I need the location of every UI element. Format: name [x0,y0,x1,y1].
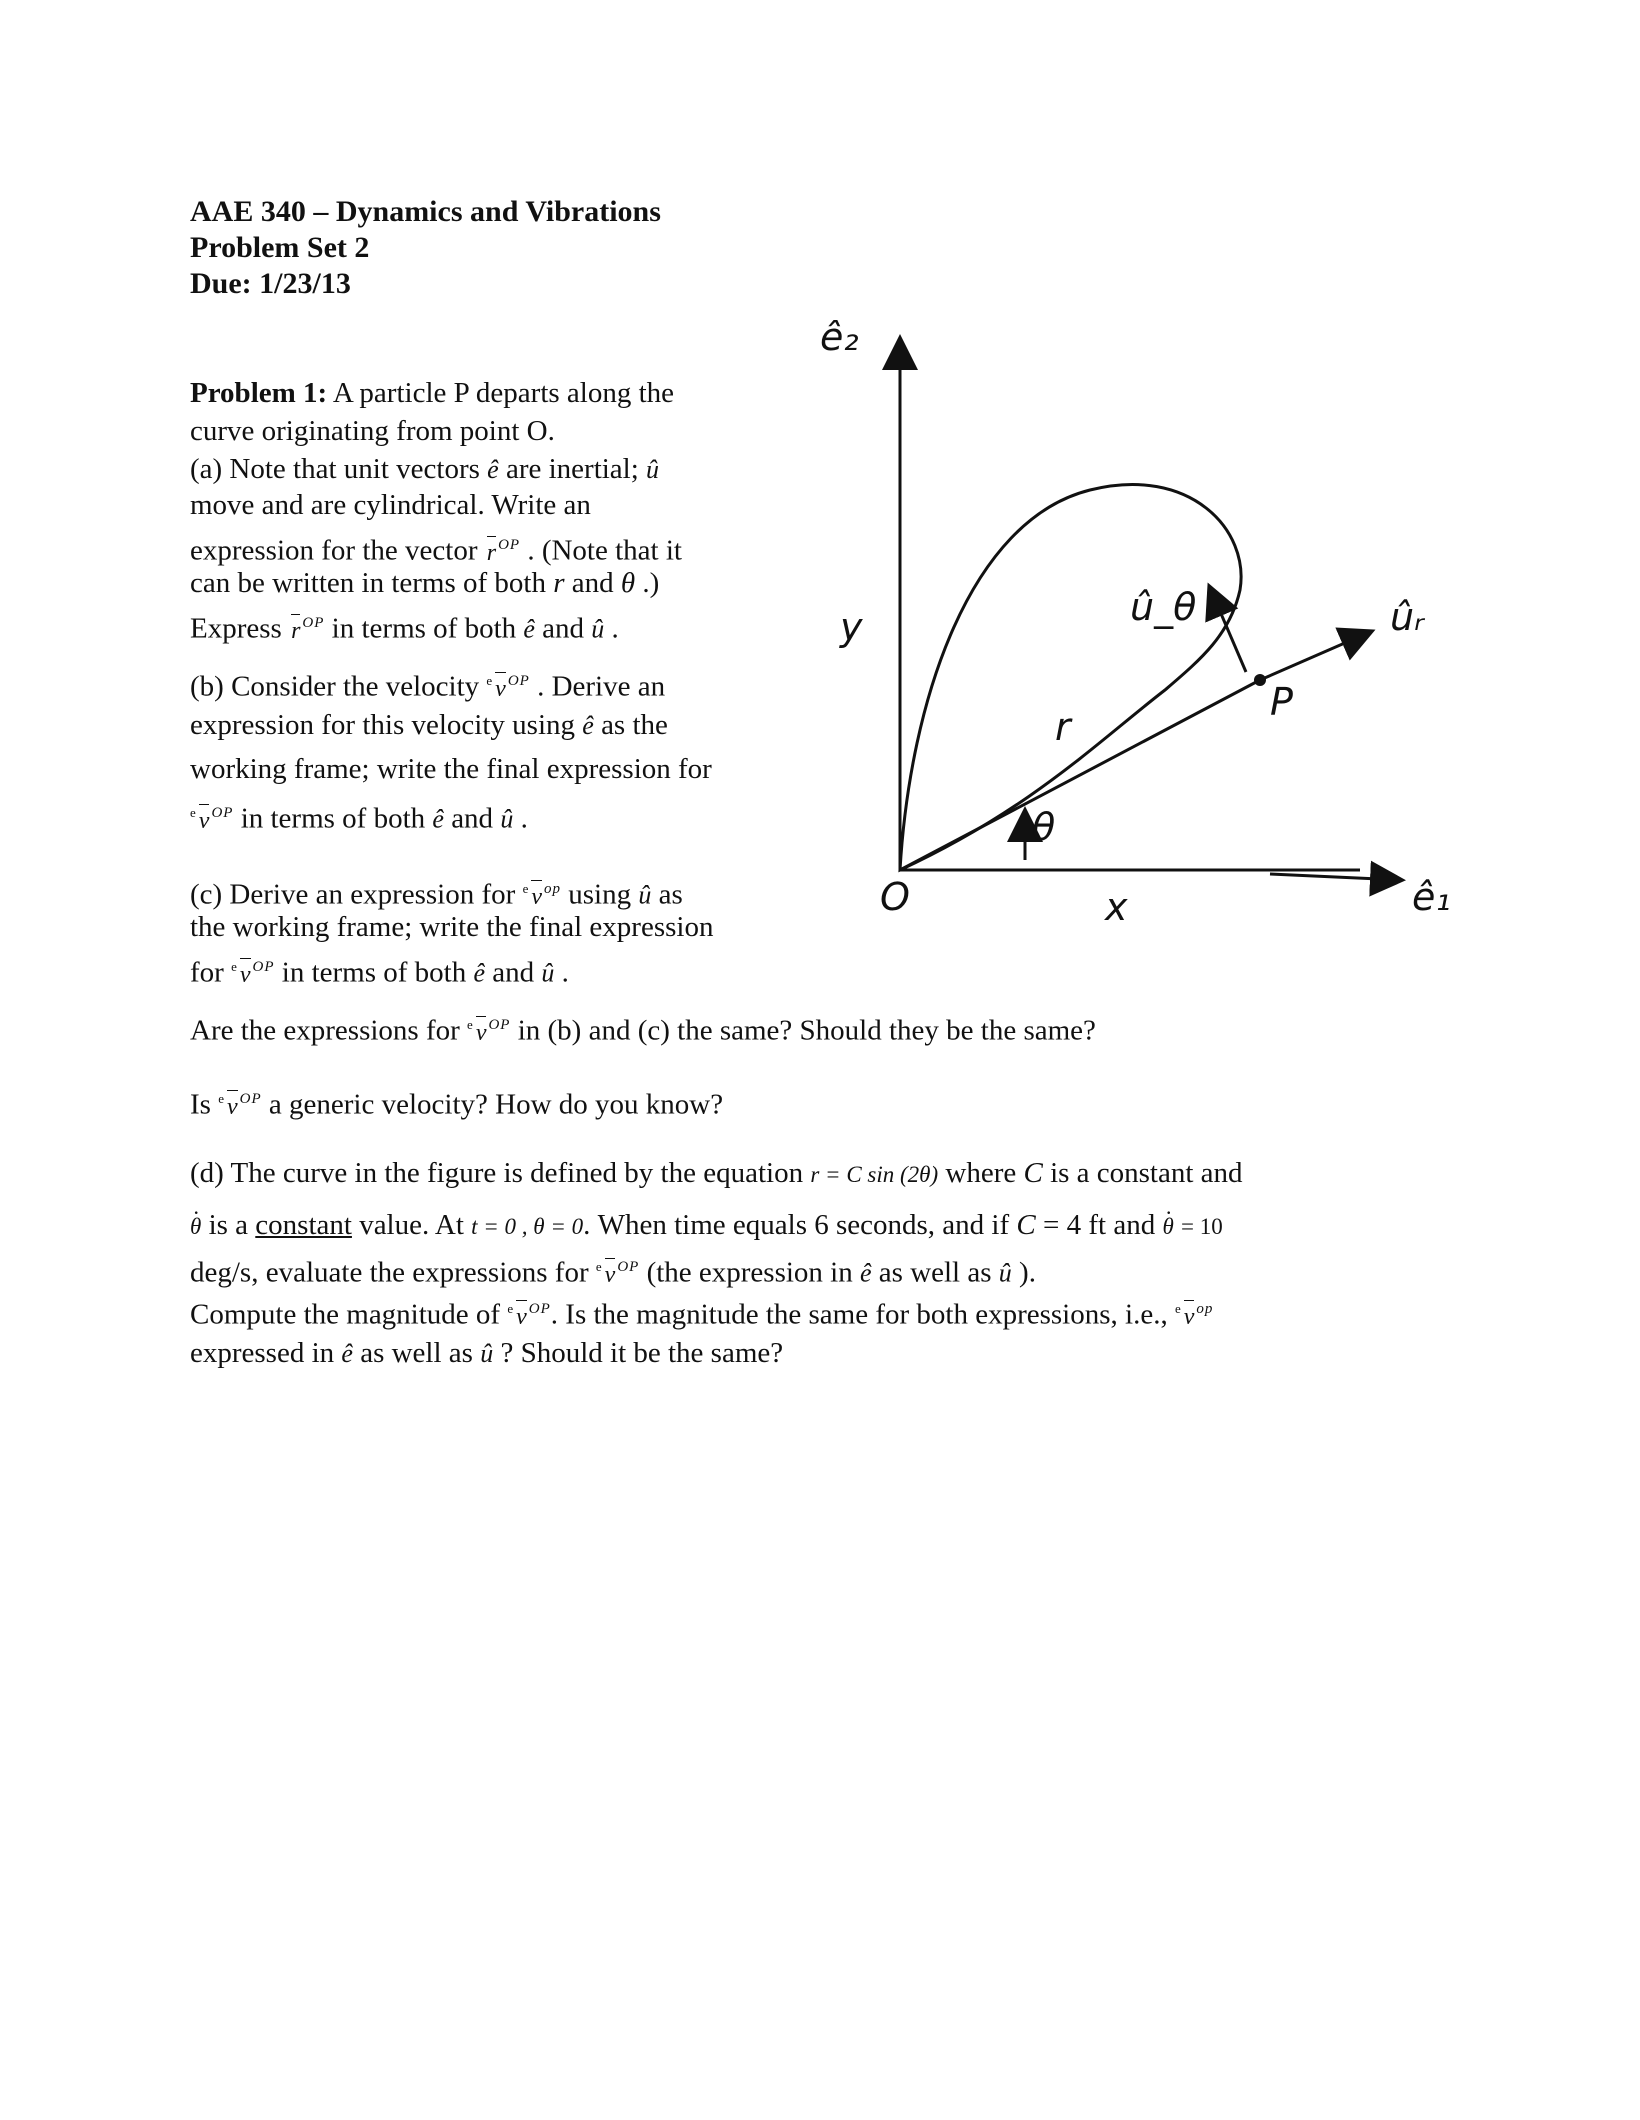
problem-set-title: Problem Set 2 [190,231,370,264]
origin-label: O [880,875,910,919]
part-c-line-3: for $^e$ v $^{OP}$ in terms of both ê and û . [190,956,569,989]
utheta-label: û_θ [1130,585,1197,629]
part-d-line-4: Compute the magnitude of $^e$ v $^{OP}$. Is the magnitude the same for both expressions, i.e., $^e$ v $^{op}$ [190,1298,1214,1331]
curve-equation: r = C sin (2θ) [810,1162,939,1187]
part-b-line-3: working frame; write the final expression for [190,753,712,785]
polar-curve-figure [800,320,1480,960]
due-date: Due: 1/23/13 [190,267,351,300]
problem-heading: Problem 1: [190,377,328,409]
part-b-line-4: $^e$ v $^{OP}$ in terms of both ê and û . [190,802,528,835]
ur-label: ûᵣ [1390,595,1424,639]
part-a-line-5: Express r $^{OP}$ in terms of both ê and û . [190,612,619,645]
part-a-line-4: can be written in terms of both r and θ .) [190,567,660,599]
e1-arrow [1270,874,1400,880]
part-a-line-2: move and are cylindrical. Write an [190,489,591,521]
part-b-line-2: expression for this velocity using ê as the [190,709,668,741]
y-label: y [840,605,863,649]
part-c-line-1: (c) Derive an expression for $^e$ v $^{op}$ using û as [190,878,683,911]
part-b-line-1: (b) Consider the velocity $^e$ v $^{OP}$ . Derive an [190,670,666,703]
r-label: r [1055,705,1071,749]
e1-label: ê₁ [1412,875,1451,919]
utheta-arrow [1210,588,1246,672]
part-d-line-3: deg/s, evaluate the expressions for $^e$ v $^{OP}$ (the expression in ê as well as û ). [190,1256,1036,1289]
x-label: x [1105,885,1128,929]
p-label: P [1270,680,1293,724]
part-d-line-5: expressed in ê as well as û ? Should it be the same? [190,1337,784,1369]
part-d-line-1: (d) The curve in the figure is defined by the equation r = C sin (2θ) where C is a constant and [190,1157,1243,1189]
problem-intro-line: Problem 1: A particle P departs along the [190,377,675,409]
problem-intro-line-2: curve originating from point O. [190,415,555,447]
part-a-line-1: (a) Note that unit vectors ê are inertial; û [190,453,660,485]
course-title: AAE 340 – Dynamics and Vibrations [190,195,661,228]
theta-label: θ [1032,805,1056,849]
ur-arrow [1260,632,1370,680]
loop-curve [900,485,1241,870]
part-d-line-2: θ . is a constant value. At t = 0 , θ = 0. When time equals 6 seconds, and if C = 4 ft and θ . = 10 [190,1206,1223,1246]
question-generic-velocity: Is $^e$ v $^{OP}$ a generic velocity? How do you know? [190,1088,724,1121]
e2-label: ê₂ [820,320,859,359]
question-same-expressions: Are the expressions for $^e$ v $^{OP}$ in (b) and (c) the same? Should they be the same? [190,1014,1096,1047]
radius-line [900,680,1260,870]
part-a-line-3: expression for the vector r $^{OP}$ . (Note that it [190,526,682,572]
part-c-line-2: the working frame; write the final expression [190,911,714,943]
vector-r-op: r [485,534,498,572]
point-p [1254,674,1266,686]
